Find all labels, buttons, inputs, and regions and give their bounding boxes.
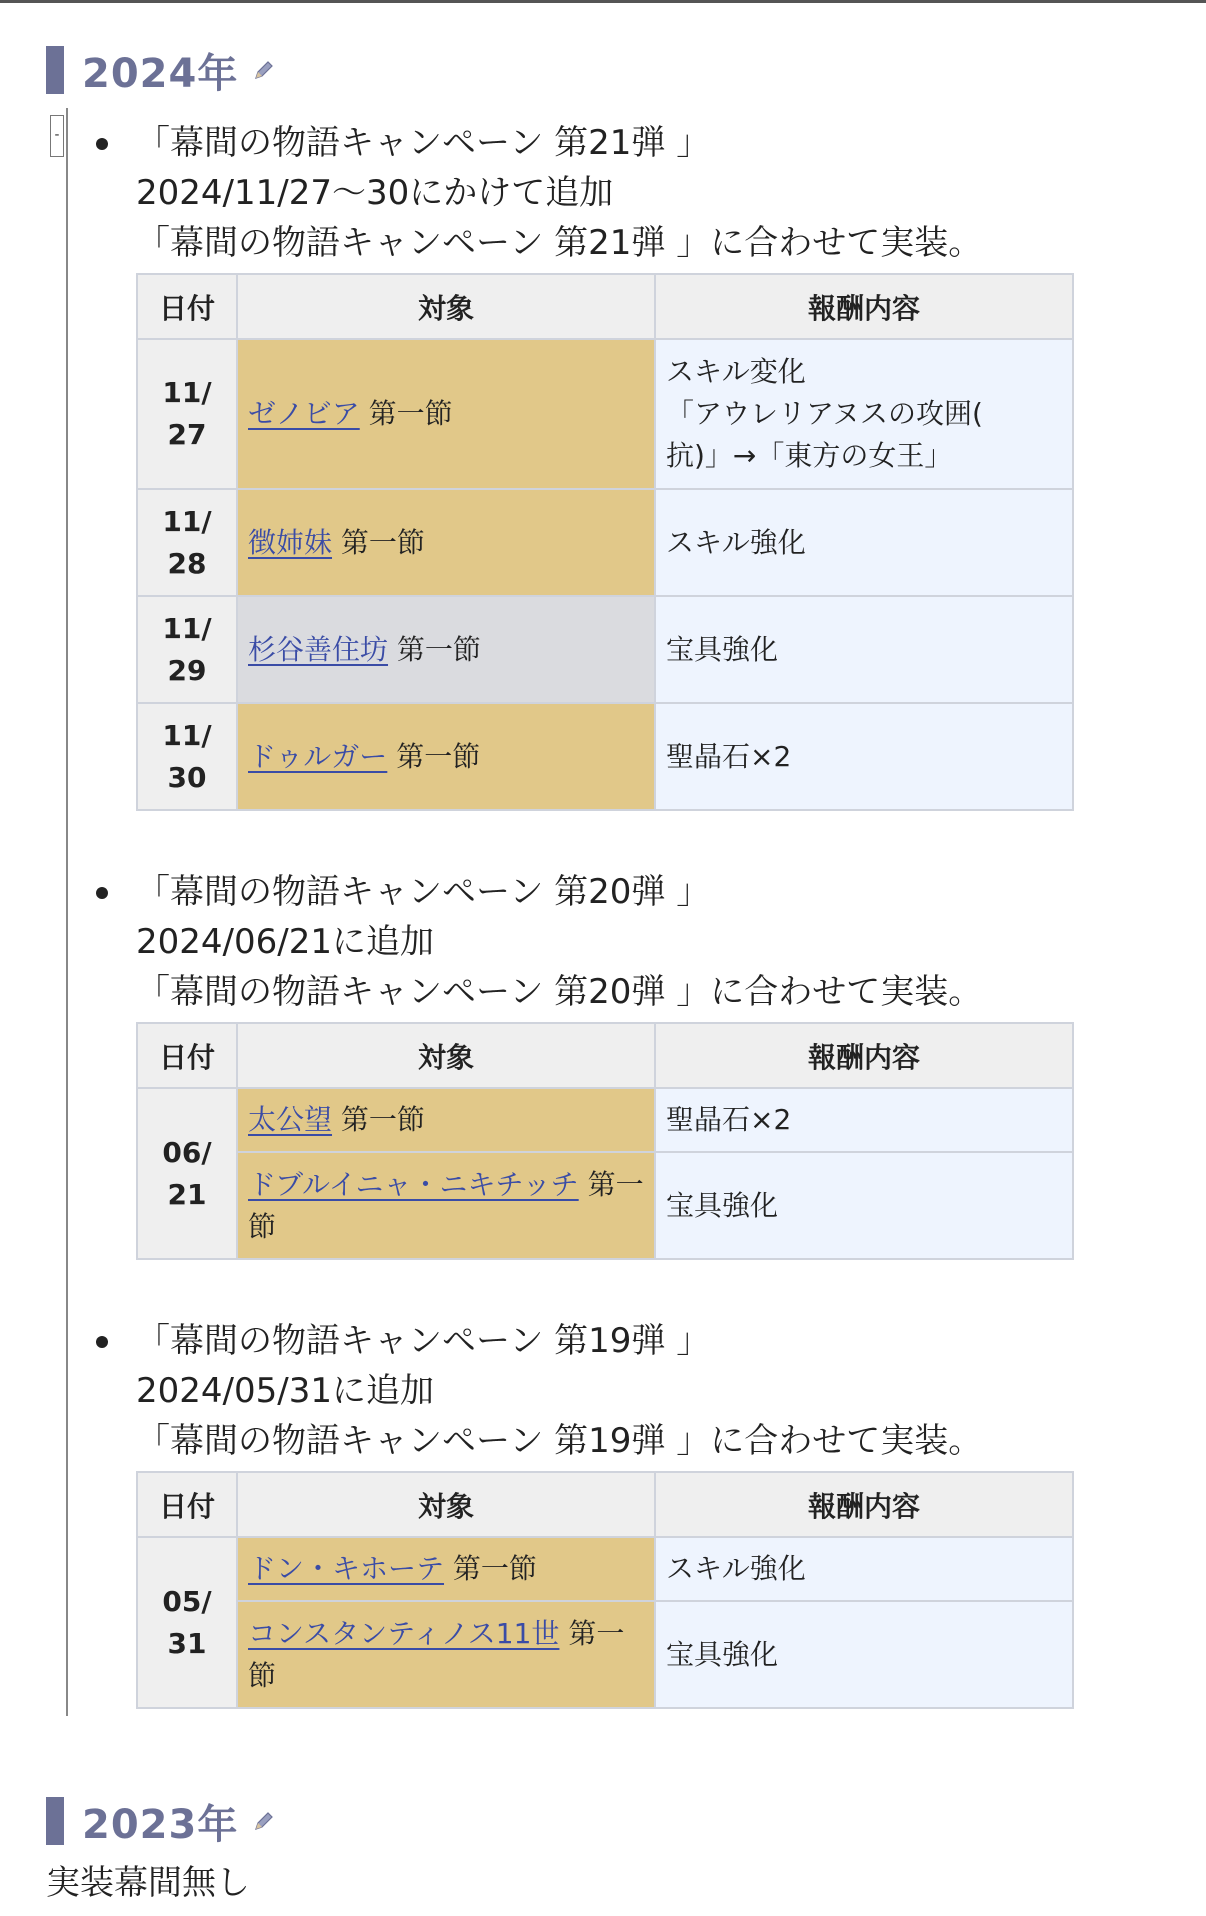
date-cell: 05/ 31 bbox=[137, 1537, 237, 1708]
reward-cell: スキル変化 「アウレリアヌスの攻囲( 抗)」→「東方の女王」 bbox=[655, 339, 1073, 489]
campaign-added-date: 2024/11/27〜30にかけて追加 bbox=[136, 173, 614, 213]
campaign-entry bbox=[96, 867, 1074, 1260]
servant-link[interactable]: ゼノビア bbox=[248, 397, 360, 430]
campaign-note: 「幕間の物語キャンペーン 第19弾 」に合わせて実装。 bbox=[136, 1421, 983, 1461]
table-header-row bbox=[137, 274, 1073, 339]
no-entry-note: 実装幕間無し bbox=[46, 1863, 250, 1903]
header-target: 対象 bbox=[237, 1023, 655, 1088]
pencil-icon[interactable] bbox=[252, 58, 276, 82]
header-date: 日付 bbox=[137, 274, 237, 339]
servant-link[interactable]: 太公望 bbox=[248, 1103, 333, 1136]
reward-cell: 聖晶石×2 bbox=[655, 1088, 1073, 1152]
reward-cell: スキル強化 bbox=[655, 1537, 1073, 1601]
header-reward: 報酬内容 bbox=[655, 1023, 1073, 1088]
header-date: 日付 bbox=[137, 1472, 237, 1537]
table-row bbox=[137, 1152, 1073, 1259]
target-cell bbox=[237, 596, 655, 703]
pencil-icon[interactable] bbox=[252, 1809, 276, 1833]
table-header-row bbox=[137, 1472, 1073, 1537]
target-cell bbox=[237, 1088, 655, 1152]
reward-cell: 宝具強化 bbox=[655, 1152, 1073, 1259]
date-cell: 11/ 28 bbox=[137, 489, 237, 596]
reward-table bbox=[136, 1022, 1074, 1260]
campaign-added-date: 2024/06/21に追加 bbox=[136, 922, 434, 962]
reward-cell: 宝具強化 bbox=[655, 596, 1073, 703]
bullet bbox=[96, 138, 108, 150]
target-cell bbox=[237, 1537, 655, 1601]
reward-cell: 聖晶石×2 bbox=[655, 703, 1073, 810]
servant-link[interactable]: コンスタンティノス11世 bbox=[248, 1616, 560, 1650]
table-row bbox=[137, 596, 1073, 703]
servant-link[interactable]: 杉谷善住坊 bbox=[248, 632, 389, 666]
campaign-title: 「幕間の物語キャンペーン 第21弾 」 bbox=[136, 123, 711, 163]
date-cell: 11/ 29 bbox=[137, 596, 237, 703]
section-title: 2023年 bbox=[82, 1801, 239, 1848]
header-date: 日付 bbox=[137, 1023, 237, 1088]
top-border bbox=[0, 0, 1206, 3]
campaign-note: 「幕間の物語キャンペーン 第21弾 」に合わせて実装。 bbox=[136, 223, 983, 263]
chapter-label: 第一節 bbox=[368, 397, 453, 430]
reward-cell: スキル強化 bbox=[655, 489, 1073, 596]
section-heading-2024 bbox=[46, 46, 276, 97]
target-cell bbox=[237, 1152, 655, 1259]
fold-toggle-button[interactable]: - bbox=[50, 115, 64, 157]
chapter-label: 第一節 bbox=[396, 632, 481, 666]
header-target: 対象 bbox=[237, 1472, 655, 1537]
campaign-title: 「幕間の物語キャンペーン 第20弾 」 bbox=[136, 872, 711, 912]
chapter-label: 第一節 bbox=[452, 1552, 537, 1585]
servant-link[interactable]: ドン・キホーテ bbox=[248, 1552, 445, 1585]
section-title: 2024年 bbox=[82, 50, 239, 97]
header-target: 対象 bbox=[237, 274, 655, 339]
table-row bbox=[137, 1537, 1073, 1601]
campaign-entry bbox=[96, 1316, 1074, 1709]
reward-table bbox=[136, 1471, 1074, 1709]
campaign-title: 「幕間の物語キャンペーン 第19弾 」 bbox=[136, 1321, 711, 1361]
table-header-row bbox=[137, 1023, 1073, 1088]
reward-table bbox=[136, 273, 1074, 811]
chapter-label: 第一節 bbox=[396, 739, 481, 773]
servant-link[interactable]: ドゥルガー bbox=[248, 739, 388, 773]
target-cell bbox=[237, 1601, 655, 1708]
campaign-added-date: 2024/05/31に追加 bbox=[136, 1371, 434, 1411]
bullet bbox=[96, 1336, 108, 1348]
campaign-entry bbox=[96, 118, 1074, 811]
campaign-note: 「幕間の物語キャンペーン 第20弾 」に合わせて実装。 bbox=[136, 972, 983, 1012]
table-row bbox=[137, 489, 1073, 596]
table-row bbox=[137, 339, 1073, 489]
chapter-label: 第一節 bbox=[340, 1103, 425, 1136]
servant-link[interactable]: ドブルイニャ・ニキチッチ bbox=[248, 1167, 579, 1201]
header-reward: 報酬内容 bbox=[655, 274, 1073, 339]
fold-line bbox=[66, 108, 68, 1716]
header-reward: 報酬内容 bbox=[655, 1472, 1073, 1537]
section-heading-2023 bbox=[46, 1797, 276, 1848]
chapter-label: 第一節 bbox=[248, 1167, 644, 1243]
target-cell bbox=[237, 339, 655, 489]
date-cell: 11/ 27 bbox=[137, 339, 237, 489]
bullet bbox=[96, 887, 108, 899]
chapter-label: 第一節 bbox=[248, 1616, 625, 1692]
servant-link[interactable]: 徴姉妹 bbox=[248, 525, 333, 559]
table-row bbox=[137, 1088, 1073, 1152]
date-cell: 11/ 30 bbox=[137, 703, 237, 810]
target-cell bbox=[237, 703, 655, 810]
table-row bbox=[137, 1601, 1073, 1708]
target-cell bbox=[237, 489, 655, 596]
reward-cell: 宝具強化 bbox=[655, 1601, 1073, 1708]
date-cell: 06/ 21 bbox=[137, 1088, 237, 1259]
table-row bbox=[137, 703, 1073, 810]
chapter-label: 第一節 bbox=[340, 525, 425, 559]
